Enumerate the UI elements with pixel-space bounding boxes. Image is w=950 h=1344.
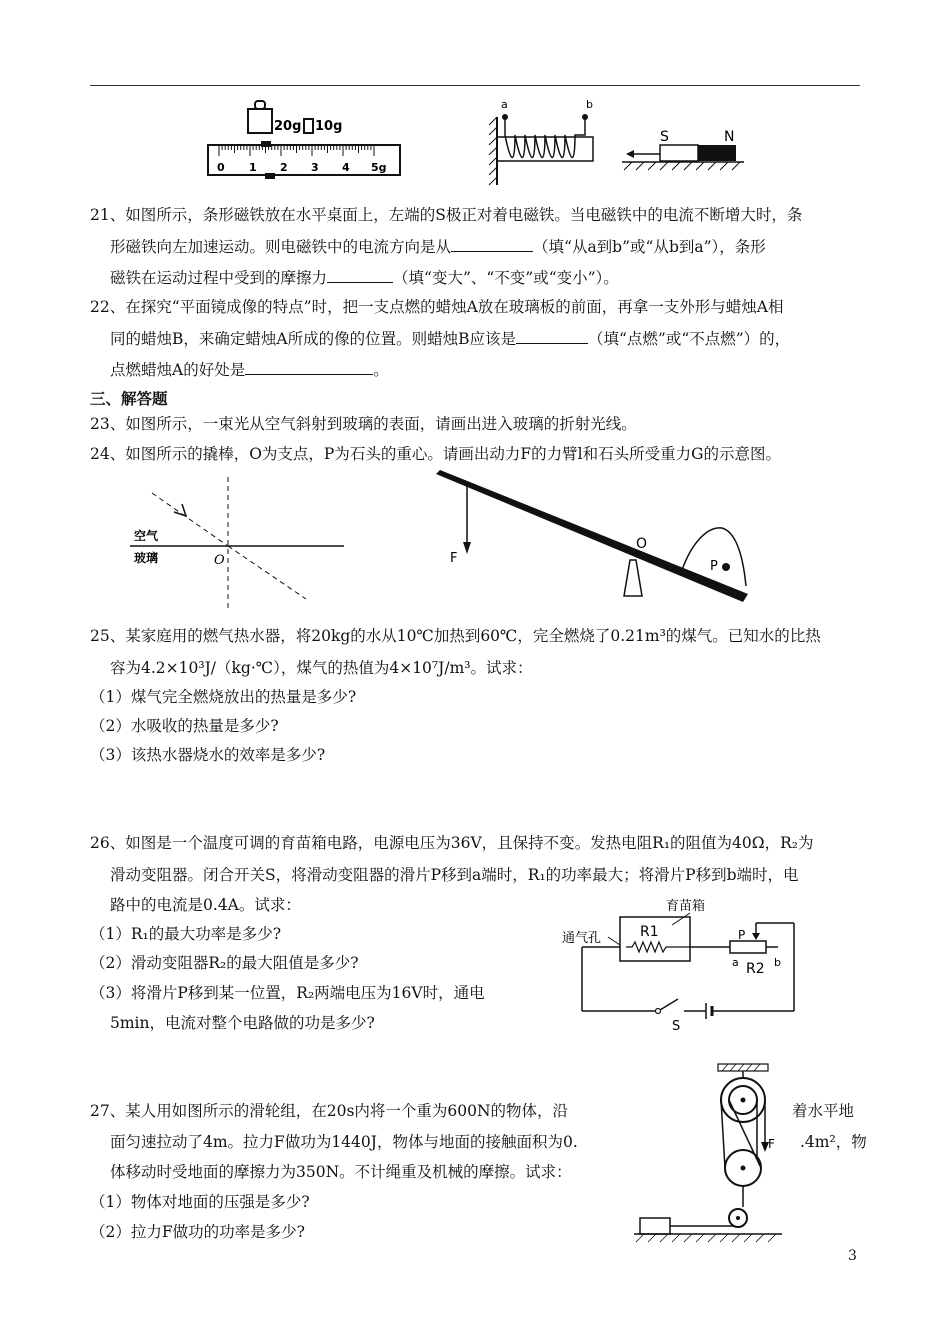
header-rule	[90, 85, 860, 86]
center-label: P	[710, 559, 718, 574]
slider-p-label: P	[738, 928, 746, 942]
air-label: 空气	[134, 529, 159, 543]
terminal-a-label: a	[732, 956, 739, 969]
q25-sub2: （2）水吸收的热量是多少?	[90, 717, 279, 735]
q25-line2: 容为4.2×10³J/（kg·℃），煤气的热值为4×10⁷J/m³。试求：	[110, 659, 533, 677]
q24-text: 24、如图所示的撬棒，O为支点，P为石头的重心。请画出动力F的力臂l和石头所受重力G的示意图。	[90, 445, 781, 463]
q22-line1: 22、在探究“平面镜成像的特点”时，把一支点燃的蜡烛A放在玻璃板的前面，再拿一支外形与蜡烛A相	[90, 298, 784, 316]
incident-ray	[152, 493, 228, 546]
weight-20g-label: 20g	[274, 119, 302, 134]
r2-rheostat	[730, 941, 766, 953]
weight-20g	[248, 109, 272, 133]
svg-text:2: 2	[280, 161, 288, 174]
origin-label: O	[214, 553, 225, 568]
q21-blank-current-direction[interactable]	[451, 236, 533, 252]
coil	[505, 119, 585, 158]
force-label: F	[450, 551, 458, 566]
lever-figure	[430, 470, 750, 610]
terminal-a	[502, 114, 508, 120]
seedling-box-label: 育苗箱	[666, 899, 706, 914]
svg-text:3: 3	[311, 161, 319, 174]
force-arrow	[463, 542, 471, 554]
svg-text:5g: 5g	[371, 161, 387, 174]
q26-sub3a: （3）将滑片P移到某一位置，R₂两端电压为16V时，通电	[90, 984, 485, 1002]
q21-line2: 形磁铁向左加速运动。则电磁铁中的电流方向是从 （填“从a到b”或“从b到a”），条形	[110, 238, 766, 256]
switch-pivot	[656, 1009, 661, 1014]
q21-line3: 磁铁在运动过程中受到的摩擦力 （填“变大”、“不变”或“变小”）。	[110, 269, 619, 287]
vent-label: 通气孔	[562, 931, 602, 946]
center-point	[722, 563, 730, 571]
svg-text:4: 4	[342, 161, 350, 174]
bar-magnet-figure	[618, 125, 748, 183]
q26-line1: 26、如图是一个温度可调的育苗箱电路，电源电压为36V，且保持不变。发热电阻R₁的阻值为40Ω，R₂为	[90, 834, 814, 852]
balance-scale-figure	[205, 95, 405, 185]
terminal-b-label: b	[774, 956, 781, 969]
weight-10g-label: 10g	[315, 119, 343, 134]
q25-line1: 25、某家庭用的燃气热水器，将20kg的水从10℃加热到60℃，完全燃烧了0.21m³的煤气。已知水的比热	[90, 627, 821, 645]
q27-line1b: 着水平地	[792, 1102, 855, 1120]
q22-line2: 同的蜡烛B，来确定蜡烛A所成的像的位置。则蜡烛B应该是 （填“点燃”或“不点燃”）的，	[110, 330, 791, 348]
electromagnet-figure	[485, 95, 605, 187]
q27-line1a: 27、某人用如图所示的滑轮组，在20s内将一个重为600N的物体，沿	[90, 1102, 569, 1120]
q22-blank-candle-b[interactable]	[516, 328, 588, 344]
q21-blank-friction[interactable]	[327, 267, 393, 283]
q26-sub1: （1）R₁的最大功率是多少?	[90, 925, 282, 943]
fulcrum	[624, 560, 642, 596]
switch-s[interactable]	[660, 999, 678, 1010]
section-heading: 三、解答题	[90, 389, 168, 408]
rider-bottom	[265, 173, 275, 179]
r2-label: R2	[746, 961, 765, 977]
q27-line2b: .4m²，物	[800, 1133, 867, 1151]
fulcrum-label: O	[636, 536, 648, 552]
refraction-figure	[130, 475, 350, 610]
slider-p	[752, 933, 760, 940]
q27-sub2: （2）拉力F做功的功率是多少?	[90, 1223, 305, 1241]
weight-10g	[304, 119, 313, 133]
q27-line2a: 面匀速拉动了4m。拉力F做功为1440J，物体与地面的接触面积为0.	[110, 1133, 578, 1151]
pole-n-label: N	[724, 129, 735, 145]
q26-sub3b: 5min，电流对整个电路做的功是多少?	[110, 1014, 375, 1032]
magnet-s-half	[660, 145, 698, 161]
q22-blank-benefit[interactable]	[245, 359, 373, 375]
r1-label: R1	[640, 924, 659, 940]
svg-text:0: 0	[217, 161, 225, 174]
object-block	[640, 1218, 670, 1234]
page-number: 3	[848, 1248, 857, 1264]
q21-line1: 21、如图所示，条形磁铁放在水平桌面上，左端的S极正对着电磁铁。当电磁铁中的电流不断增大时，条	[90, 206, 803, 224]
q22-line3: 点燃蜡烛A的好处是 。	[110, 361, 389, 379]
q26-sub2: （2）滑动变阻器R₂的最大阻值是多少?	[90, 954, 359, 972]
svg-text:a: a	[501, 98, 508, 111]
q26-line2: 滑动变阻器。闭合开关S，将滑动变阻器的滑片P移到a端时，R₁的功率最大；将滑片P移到b端时，电	[110, 866, 799, 884]
glass-label: 玻璃	[134, 551, 159, 565]
rider-top	[261, 141, 271, 147]
magnet-n-half	[698, 145, 736, 161]
q27-sub1: （1）物体对地面的压强是多少?	[90, 1193, 310, 1211]
terminal-b	[582, 114, 588, 120]
pole-s-label: S	[660, 129, 669, 145]
svg-text:1: 1	[249, 161, 257, 174]
reflected-extension	[228, 546, 306, 599]
q23-text: 23、如图所示，一束光从空气斜射到玻璃的表面，请画出进入玻璃的折射光线。	[90, 415, 637, 433]
q27-line3: 体移动时受地面的摩擦力为350N。不计绳重及机械的摩擦。试求：	[110, 1163, 572, 1181]
svg-text:b: b	[586, 98, 593, 111]
pulley-figure	[632, 1062, 787, 1252]
r1-resistor	[626, 942, 690, 952]
q25-sub3: （3）该热水器烧水的效率是多少?	[90, 746, 326, 764]
force-label: F	[768, 1137, 775, 1151]
q26-line3: 路中的电流是0.4A。试求：	[110, 896, 301, 914]
circuit-figure	[560, 893, 810, 1033]
q25-sub1: （1）煤气完全燃烧放出的热量是多少?	[90, 688, 357, 706]
switch-label: S	[672, 1019, 681, 1033]
